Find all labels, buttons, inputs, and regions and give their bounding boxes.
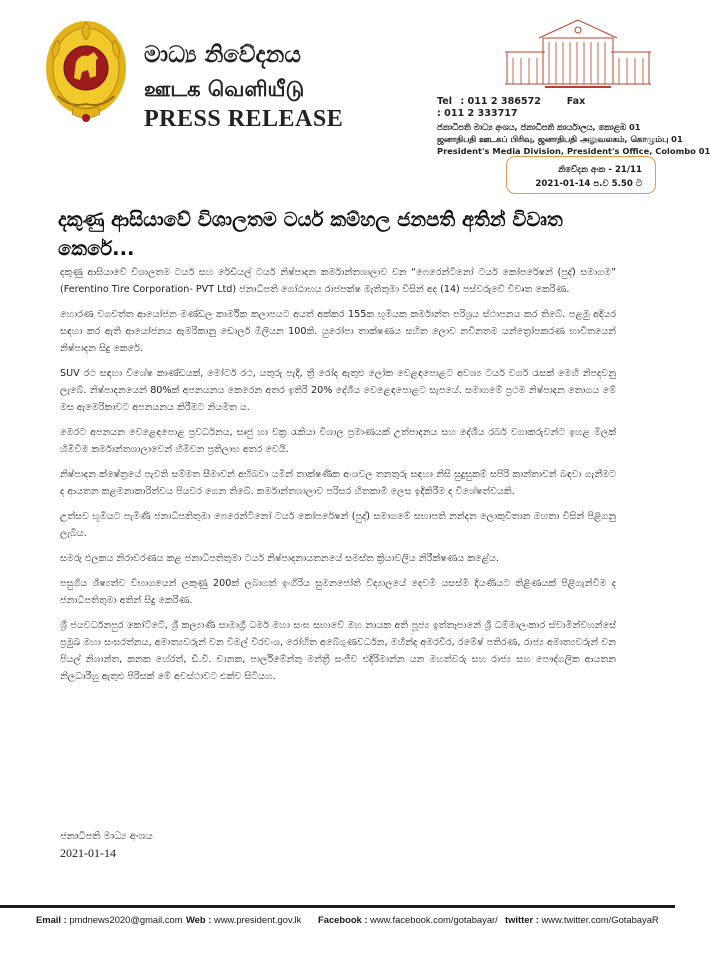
paragraph: මෙරට අපනයන වෙළෙඳපොළ ප්‍රවර්ධනය, සෘජු හා වක්‍ර රැකියා විශාල ප්‍රමාණයක් උත්පාදනය සහ දේශීය රබර් වගාකරුවන්ට ඉහළ මිලක් හිමිවීම කර්මාන්තශාලාවෙන් හිමිවන ප්‍රතිලාභ අතර වෙයි. bbox=[60, 427, 616, 455]
twitter-link[interactable]: www.twitter.com/GotabayaR bbox=[541, 914, 659, 925]
web-link[interactable]: www.president.gov.lk bbox=[213, 914, 302, 925]
contact-address-tamil: ஜனாதிபதி ஊடகப் பிரிவு, ஜனாதிபதி அலுவலகம், கொழும்பு 01 bbox=[437, 133, 683, 144]
sri-lanka-emblem-icon bbox=[44, 18, 128, 128]
twitter-label: twitter : bbox=[505, 914, 539, 925]
paragraph: දකුණු ආසියාවේ විශාලතම ටයර් සහ රේඩියල් ටයර් නිෂ්පාදන කර්මාන්තශාලාව වන “ෆෙරෙන්ටිනෝ ටයර් කෝපරේෂන් (පුද්) සමාගම” (Ferentino Tire Corporation- PVT Ltd) ජනාධිපති ගෝඨාභය රාජපක්ෂ මැතිතුමා විසින් අද (14) පස්වරුවේ විවෘත කෙරිණ. bbox=[60, 267, 616, 295]
facebook-link[interactable]: www.facebook.com/gotabayar/ bbox=[370, 914, 498, 925]
paragraph: ශ්‍රී ජයවර්ධනපුර කෝට්ටේ, ශ්‍රී කල්‍යාණි සාමාග්‍රී ධර්ම මහා සංඝ සභාවේ මහ නායක අති පූජ්‍ය ඉත්තෑපානේ ශ්‍රී ධම්මාලංකාර ස්වාමීන්වහන්සේ ප්‍රමුඛ මහා සංඝරත්නය, අමාත්‍යවරුන් වන විමල් වීරවංශ, රෝහිත අබේගුණවර්ධන, මහින්ද අමරවීර, රමේෂ් පතිරණ, රාජ්‍ය අමාත්‍යවරුන් වන පියල් නිශාන්ත, කනක හේරත්, ඩී.වී. චානක, පාර්ලිමේන්තු මන්ත්‍රී සංජීව එදිරිමාන්න යන මහත්වරු සහ රාජ්‍ය සහ පෞද්ගලික ආයතන නිලධාරීහු ඇතුළු පිරිසක් මේ අවස්ථාවට එක්ව සිටියහ. bbox=[60, 620, 616, 682]
tel-label: Tel bbox=[437, 96, 453, 107]
presidential-secretariat-building-icon bbox=[503, 14, 653, 90]
contact-address-english: President's Media Division, President's Office, Colombo 01 bbox=[437, 146, 710, 157]
reference-box bbox=[506, 156, 656, 194]
paragraph: නිෂ්පාදන ක්ෂේත්‍රයේ පැවති සම්මත සීමාවන් අභිබවා යමින් තාක්ෂණික අංශවල තනතුරු සඳහා නිසි සුදුසුකම් සපිරි කාන්තාවන් බඳවා ගැනීමට ද ආයතන කළමනාකාරිත්වය පියවර ගෙන තිබේ. කර්මාන්තශාලාව පරිසර හිතකාමී ලෙස ඉදිකිරීම ද විශේෂත්වයකි. bbox=[60, 469, 616, 497]
header-tamil-title: ஊடக வெளியீடு bbox=[144, 77, 305, 101]
paragraph: හොරණ වගවත්ත ආයෝජන මණ්ඩල කාර්මික කලාපයට අයත් අක්කර 155ක භූමියක කර්මාන්ත පරිශ්‍රය ස්ථාපනය කර තිබේ. පළමු අදියර සඳහා කර ඇති ආයෝජනය ඇමරිකානු ඩොලර් මිලියන 100කි. යුරෝපා තාක්ෂණය සහිත ලොව නවීනතම යන්ත්‍රෝපකරණ භාවිතයෙන් නිෂ්පාදන සිදු කෙරේ. bbox=[60, 309, 616, 354]
footer-divider bbox=[0, 905, 675, 908]
contact-block bbox=[437, 96, 710, 157]
signature-office: ජනාධිපති මාධ්‍ය අංශය bbox=[60, 831, 153, 842]
paragraph: උත්සව භූමියට පැමිණි ජනාධිපතිතුමා ෆෙරෙන්ටිනෝ ටයර් කෝපරේෂන් (පුද්) සමාගමේ සභාපති නන්දන ලොකුවිතාන මහතා විසින් පිළිගනු ලැබිය. bbox=[60, 511, 616, 539]
tel-number: : 011 2 386572 bbox=[460, 96, 541, 107]
facebook-label: Facebook : bbox=[318, 914, 368, 925]
body-text bbox=[60, 264, 616, 693]
paragraph: සමරු ඵලකය නිරාවරණය කළ ජනාධිපතිතුමා ටයර් නිෂ්පාදනායතනයේ සමස්ත ක්‍රියාවලිය නිරීක්ෂණය කළේය. bbox=[60, 553, 499, 564]
header-sinhala-title: මාධ්‍ය නිවේදනය bbox=[144, 42, 301, 68]
signature-date: 2021-01-14 bbox=[60, 846, 116, 860]
email-label: Email : bbox=[36, 914, 67, 925]
header-english-title: PRESS RELEASE bbox=[144, 106, 344, 132]
email-link[interactable]: pmdnews2020@gmail.com bbox=[69, 914, 183, 925]
reference-datetime: 2021-01-14 ප.ව 5.50 ට bbox=[535, 179, 642, 189]
fax-label: Fax bbox=[566, 96, 586, 107]
signature-block bbox=[60, 828, 153, 862]
paragraph: SUV රථ සඳහා විශේෂ කාණ්ඩයක්, මෝටර් රථ, යතුරු පැදි, ත්‍රී රෝද ඇතුළු ලෝක වෙළඳපොළට අවශ්‍ය ටයර් වර්ග රැසක් මෙහි නිපදවනු ලැබේ. නිෂ්පාදනයෙන් 80%ක් අපනයනය කෙරෙන අතර ඉතිරි 20% දේශීය වෙළෙඳපොළට සැපයේ. සමාගමේ ප්‍රථම නිෂ්පාදන තොගය මේ මස ඇමෙරිකාවට අපනයනය කිරීමට නියමිත ය. bbox=[60, 368, 616, 413]
reference-number: නිවේදන අංක - 21/11 bbox=[558, 165, 642, 175]
fax-number: : 011 2 333717 bbox=[437, 108, 518, 120]
contact-address-sinhala: ජනාධිපති මාධ්‍ය අංශය, ජනාධිපති කාර්යාලය, කොළඹ 01 bbox=[437, 121, 641, 132]
paragraph: පසුගිය ශිෂ්‍යත්ව විභාගයෙන් ලකුණු 200ක් ලබාගත් ඉංගිරිය සුමනජෝති විද්‍යාලයේ දෙවමි යසස්මි දියණියට තිළිණයක් පිළිගැන්වීම ද ජනාධිපතිතුමා අතින් සිදු කෙරිණ. bbox=[60, 578, 617, 606]
web-label: Web : bbox=[186, 914, 212, 925]
press-release-title: දකුණු ආසියාවේ විශාලතම ටයර් කම්හල ජනපති අතින් විවෘත කෙරේ... bbox=[58, 208, 563, 260]
